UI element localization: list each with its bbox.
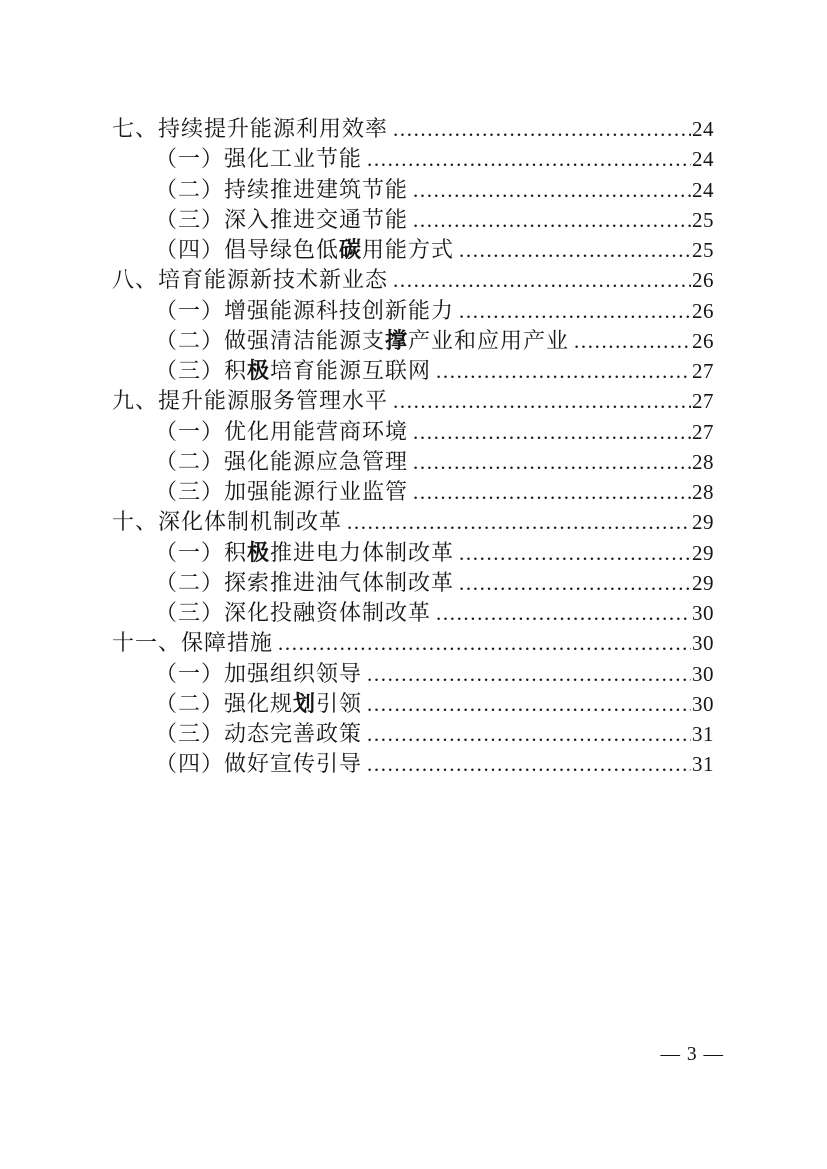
dot-leader [413, 175, 691, 205]
toc-label-segment: 十、深化体制机制改革 [112, 509, 343, 535]
toc-entry-page-number: 25 [692, 207, 714, 232]
dot-leader [393, 114, 691, 144]
toc-label-segment: （一）强化工业节能 [155, 146, 363, 172]
dot-leader [574, 326, 691, 356]
dot-leader [436, 356, 691, 386]
toc-entry [112, 386, 714, 416]
toc-entry-label [155, 144, 362, 174]
toc-label-segment: 推进电力体制改革 [270, 539, 455, 565]
toc-entry-label [155, 719, 362, 749]
dot-leader [459, 568, 691, 598]
toc-label-segment: 十一、保障措施 [112, 630, 274, 656]
toc-label-segment: （二）强化能源应急管理 [155, 448, 409, 474]
dot-leader [367, 689, 691, 719]
toc-label-segment: 培育能源互联网 [270, 358, 432, 383]
toc-entry-page-number: 31 [692, 722, 714, 746]
toc-entry [112, 568, 714, 598]
toc-entry [112, 477, 714, 507]
toc-entry [112, 538, 714, 568]
toc-entry-page-number: 29 [692, 570, 714, 595]
toc-entry-label [155, 417, 408, 447]
toc-label-segment: （二）强化规 [155, 690, 294, 716]
toc-entry-label [155, 689, 362, 719]
dot-leader [413, 477, 691, 507]
toc-entry [112, 326, 714, 356]
toc-label-segment: 产业和应用产业 [408, 327, 570, 353]
toc-entry-label [155, 356, 431, 386]
toc-entry-label [155, 205, 408, 235]
toc-entry [112, 749, 714, 779]
toc-entry-page-number: 30 [692, 601, 714, 625]
toc-entry-page-number: 24 [692, 177, 714, 202]
toc-entry-label [155, 447, 408, 477]
toc-entry-label [155, 538, 454, 568]
toc-label-segment: （三）动态完善政策 [155, 721, 363, 746]
toc-entry [112, 689, 714, 719]
toc-entry-page-number: 24 [692, 147, 714, 172]
toc-label-segment: （一）加强组织领导 [155, 660, 363, 686]
toc-entry-page-number: 29 [692, 510, 714, 535]
toc-label-segment: （四）做好宣传引导 [155, 751, 363, 777]
toc-label-segment: （三）加强能源行业监管 [155, 479, 409, 504]
toc-entry-label [112, 386, 388, 416]
toc-label-segment: （四）倡导绿色低 [155, 237, 340, 262]
toc-label-segment: 八、培育能源新技术新业态 [112, 267, 389, 293]
dot-leader [347, 507, 691, 537]
toc-entry-label [155, 235, 454, 265]
toc-entry-page-number: 30 [692, 661, 714, 686]
toc-label-segment: （一）增强能源科技创新能力 [155, 297, 455, 323]
toc-entry-label [155, 568, 454, 598]
dot-leader [367, 719, 691, 749]
toc-entry [112, 144, 714, 174]
toc-label-segment-bold: 划 [293, 690, 317, 716]
page-footer [661, 1044, 725, 1066]
toc-label-segment: 七、持续提升能源利用效率 [112, 116, 389, 141]
dot-leader [367, 659, 691, 689]
toc-label-segment-bold: 极 [247, 539, 271, 565]
toc-entry [112, 114, 714, 144]
toc-entry [112, 205, 714, 235]
toc-entry-label [112, 507, 342, 537]
dot-leader [393, 386, 691, 416]
toc-entry-label [155, 659, 362, 689]
toc-entry [112, 175, 714, 205]
toc-entry-page-number: 27 [692, 419, 714, 444]
toc-entry [112, 265, 714, 295]
toc-entry-page-number: 26 [692, 298, 714, 323]
toc-entry-page-number: 29 [692, 540, 714, 565]
toc-entry-page-number: 27 [692, 389, 714, 414]
toc-entry [112, 417, 714, 447]
toc-entry-page-number: 28 [692, 480, 714, 504]
toc-entry [112, 235, 714, 265]
toc-entry-page-number: 28 [692, 449, 714, 474]
dot-leader [393, 265, 691, 295]
toc-entry-page-number: 30 [692, 631, 714, 656]
toc-entry [112, 598, 714, 628]
toc-entry-page-number: 31 [692, 752, 714, 777]
dot-leader [459, 296, 691, 326]
toc-entry [112, 659, 714, 689]
footer-page-number: — 3 — [660, 1044, 724, 1065]
toc-entry-label [112, 114, 388, 144]
toc-entry-page-number: 27 [692, 359, 714, 383]
toc-label-segment: （二）做强清洁能源支 [155, 327, 386, 353]
toc-label-segment: （三）积 [155, 358, 248, 383]
toc-entry-label [112, 628, 273, 658]
dot-leader [459, 538, 691, 568]
toc-entry-label [155, 477, 408, 507]
toc-entry-label [155, 326, 569, 356]
toc-entry-label [112, 265, 388, 295]
toc-label-segment-bold: 碳 [339, 237, 363, 262]
toc-label-segment: （三）深入推进交通节能 [155, 206, 409, 232]
toc-entry [112, 628, 714, 658]
toc-entry-page-number: 26 [692, 268, 714, 293]
toc-entry [112, 447, 714, 477]
dot-leader [278, 628, 691, 658]
toc-entry-label [155, 598, 431, 628]
toc-label-segment: （二）持续推进建筑节能 [155, 176, 409, 202]
dot-leader [459, 235, 691, 265]
toc-label-segment: 用能方式 [362, 237, 455, 262]
toc-entry [112, 719, 714, 749]
toc-label-segment-bold: 撑 [385, 327, 409, 353]
toc-entry-page-number: 30 [692, 691, 714, 716]
toc-entry [112, 507, 714, 537]
toc-entry-page-number: 25 [692, 238, 714, 262]
toc-label-segment: （一）优化用能营商环境 [155, 418, 409, 444]
toc-label-segment-bold: 极 [247, 358, 271, 383]
toc-label-segment: （一）积 [155, 539, 248, 565]
toc-label-segment: 九、提升能源服务管理水平 [112, 388, 389, 414]
dot-leader [413, 417, 691, 447]
dot-leader [413, 205, 691, 235]
dot-leader [436, 598, 691, 628]
dot-leader [367, 144, 691, 174]
toc-label-segment: 引领 [316, 690, 363, 716]
toc-entry-label [155, 749, 362, 779]
toc-entry-page-number: 24 [692, 117, 714, 141]
dot-leader [367, 749, 691, 779]
toc-entry-label [155, 296, 454, 326]
toc-list [112, 114, 714, 780]
toc-entry [112, 296, 714, 326]
toc-label-segment: （二）探索推进油气体制改革 [155, 569, 455, 595]
toc-entry-label [155, 175, 408, 205]
toc-entry-page-number: 26 [692, 328, 714, 353]
toc-entry [112, 356, 714, 386]
toc-label-segment: （三）深化投融资体制改革 [155, 600, 432, 625]
dot-leader [413, 447, 691, 477]
